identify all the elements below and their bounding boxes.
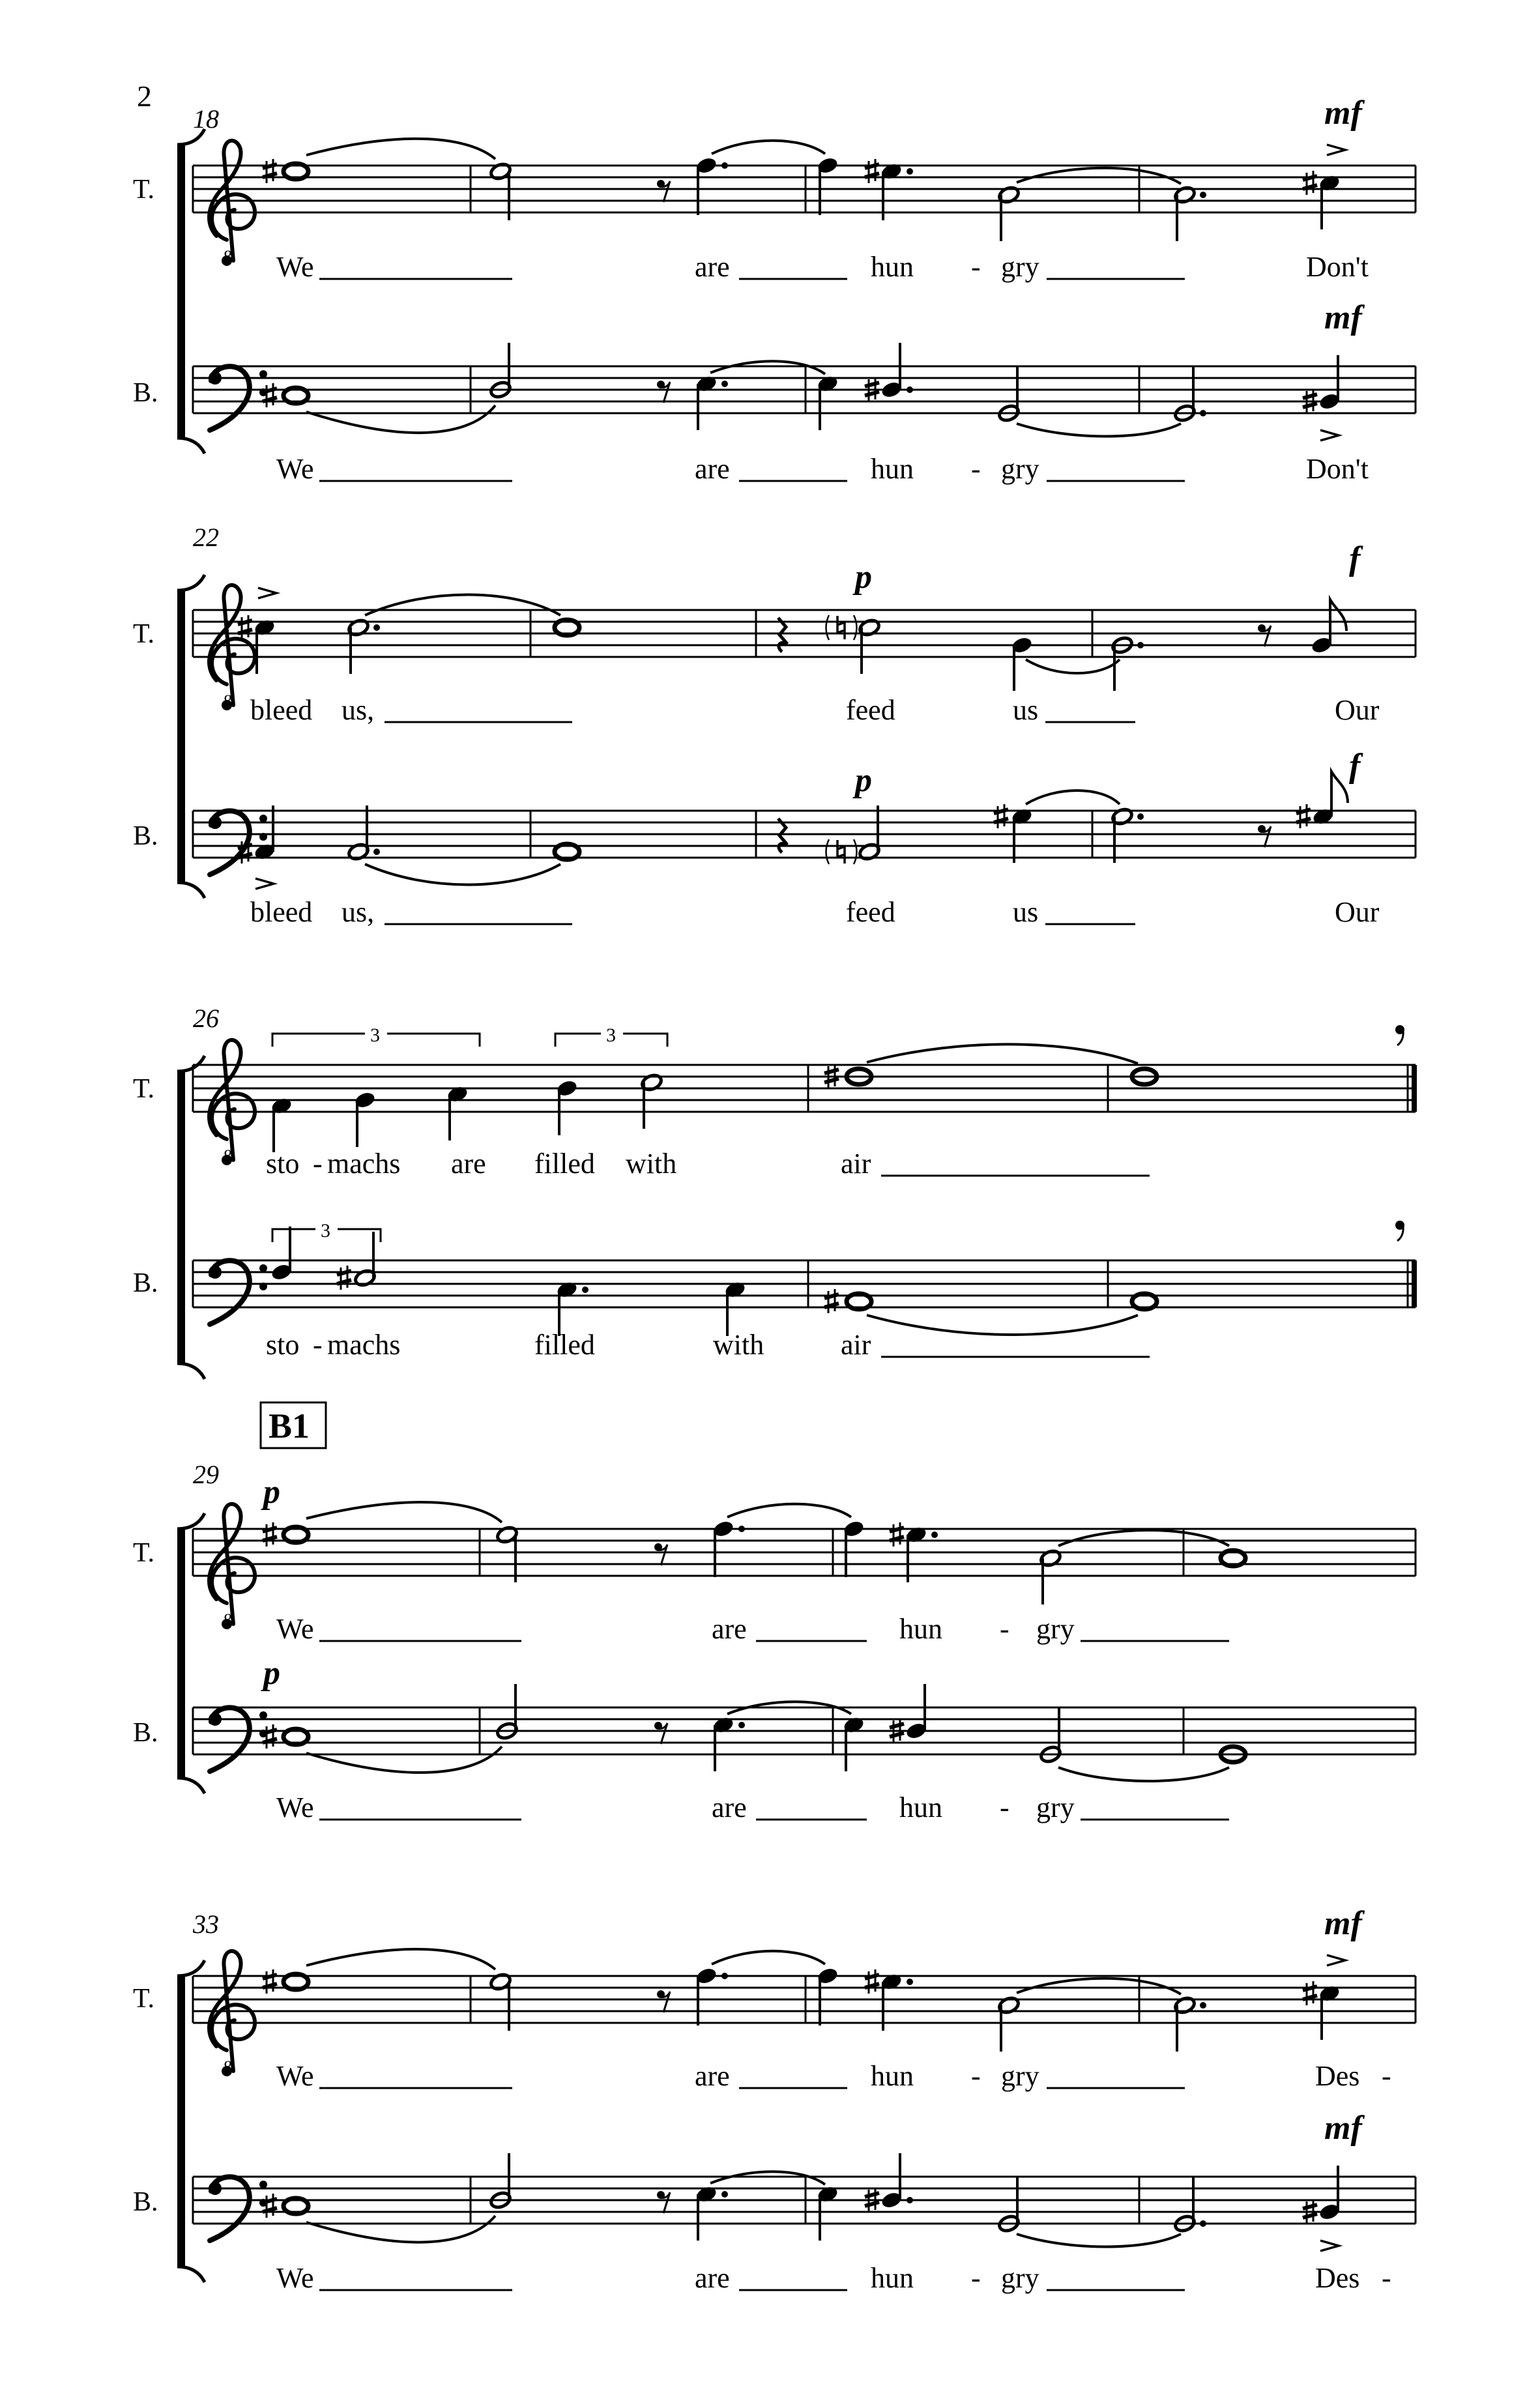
svg-text:-: - bbox=[313, 1148, 323, 1180]
system-5 bbox=[133, 1905, 1416, 2294]
svg-text:air: air bbox=[841, 1148, 871, 1180]
svg-text:with: with bbox=[713, 1329, 764, 1361]
svg-text:gry: gry bbox=[1036, 1613, 1075, 1645]
tenor-staff bbox=[193, 166, 1416, 212]
svg-text:We: We bbox=[276, 453, 314, 485]
svg-text:We: We bbox=[276, 1792, 314, 1823]
bass-lyrics bbox=[250, 896, 1380, 928]
sharp-icon bbox=[263, 159, 277, 183]
tenor-lyrics bbox=[276, 1613, 1229, 1645]
tenor-lyrics bbox=[266, 1148, 1150, 1180]
svg-text:are: are bbox=[695, 453, 730, 485]
accent-mark bbox=[258, 588, 276, 598]
svg-text:Des: Des bbox=[1315, 2262, 1360, 2294]
svg-text:are: are bbox=[712, 1613, 747, 1645]
svg-text:sto: sto bbox=[266, 1148, 300, 1180]
svg-text:Don't: Don't bbox=[1306, 251, 1369, 283]
svg-text:We: We bbox=[276, 1613, 314, 1645]
svg-text:-: - bbox=[971, 251, 981, 283]
tenor-staff bbox=[193, 1065, 1416, 1112]
part-name-bass: B. bbox=[133, 1268, 158, 1298]
part-name-tenor: T. bbox=[133, 175, 155, 205]
svg-text:-: - bbox=[1382, 2060, 1391, 2092]
tenor-lyrics bbox=[276, 251, 1369, 283]
dynamic-marking: f bbox=[1349, 748, 1361, 785]
dynamic-marking: mf bbox=[1324, 94, 1362, 132]
bass-staff bbox=[193, 1260, 1416, 1307]
dynamic-marking: mf bbox=[1324, 2110, 1362, 2147]
svg-text:Des: Des bbox=[1315, 2060, 1360, 2092]
svg-text:gry: gry bbox=[1001, 251, 1039, 283]
part-name-tenor: T. bbox=[133, 1074, 155, 1104]
svg-text:hun: hun bbox=[899, 1613, 942, 1645]
svg-text:are: are bbox=[695, 2060, 730, 2092]
svg-text:us: us bbox=[1013, 896, 1039, 928]
svg-text:gry: gry bbox=[1001, 2262, 1039, 2294]
svg-text:machs: machs bbox=[327, 1148, 401, 1180]
measure-number: 18 bbox=[193, 104, 219, 134]
quarter-rest bbox=[778, 618, 787, 652]
svg-text:bleed: bleed bbox=[250, 896, 313, 928]
svg-text:feed: feed bbox=[846, 896, 895, 928]
svg-text:-: - bbox=[971, 2060, 981, 2092]
measure-number: 26 bbox=[193, 1004, 219, 1033]
svg-text:are: are bbox=[712, 1792, 747, 1823]
tuplet-number: 3 bbox=[321, 1220, 330, 1241]
bass-lyrics bbox=[276, 453, 1369, 485]
tenor-lyrics bbox=[250, 694, 1380, 726]
accent-mark bbox=[1320, 430, 1339, 441]
svg-text:We: We bbox=[276, 251, 314, 283]
page-number: 2 bbox=[137, 80, 152, 113]
svg-text:us,: us, bbox=[341, 694, 375, 726]
dynamic-marking: f bbox=[1349, 540, 1361, 577]
part-name-tenor: T. bbox=[133, 1538, 155, 1568]
svg-text:We: We bbox=[276, 2060, 314, 2092]
tenor-lyrics bbox=[276, 2060, 1391, 2092]
svg-text:8: 8 bbox=[223, 1610, 231, 1629]
part-name-tenor: T. bbox=[133, 1984, 155, 2014]
svg-text:-: - bbox=[971, 2262, 981, 2294]
svg-text:-: - bbox=[1000, 1613, 1010, 1645]
system-4 bbox=[133, 1402, 1416, 1823]
eighth-rest bbox=[657, 381, 670, 403]
part-name-bass: B. bbox=[133, 821, 158, 851]
svg-text:sto: sto bbox=[266, 1329, 300, 1361]
tenor-staff bbox=[193, 1976, 1416, 2023]
bass-clef bbox=[209, 366, 267, 430]
svg-text:Our: Our bbox=[1335, 694, 1380, 726]
bass-staff bbox=[193, 2177, 1416, 2224]
svg-text:8: 8 bbox=[223, 2057, 231, 2076]
svg-text:Our: Our bbox=[1335, 896, 1380, 928]
tenor-staff bbox=[193, 610, 1416, 657]
system-1 bbox=[133, 94, 1416, 485]
svg-text:us,: us, bbox=[341, 896, 375, 928]
svg-text:with: with bbox=[626, 1148, 677, 1180]
dynamic-marking: mf bbox=[1324, 1905, 1362, 1942]
svg-text:-: - bbox=[971, 453, 981, 485]
svg-text:hun: hun bbox=[871, 2060, 914, 2092]
svg-text:are: are bbox=[451, 1148, 486, 1180]
rehearsal-mark: B1 bbox=[269, 1406, 310, 1445]
system-2 bbox=[133, 523, 1416, 928]
breath-mark bbox=[1395, 1025, 1404, 1045]
svg-text:-: - bbox=[1000, 1792, 1010, 1823]
bass-lyrics bbox=[276, 2262, 1391, 2294]
part-name-bass: B. bbox=[133, 2187, 158, 2217]
measure-number: 22 bbox=[193, 523, 219, 552]
svg-text:are: are bbox=[695, 251, 730, 283]
measure-number: 29 bbox=[193, 1460, 219, 1489]
svg-text:gry: gry bbox=[1036, 1792, 1075, 1823]
sharp-icon bbox=[865, 159, 879, 183]
part-name-bass: B. bbox=[133, 1718, 158, 1748]
dynamic-marking: p bbox=[263, 1473, 280, 1511]
tuplet-number: 3 bbox=[606, 1024, 616, 1046]
svg-text:are: are bbox=[695, 2262, 730, 2294]
svg-text:gry: gry bbox=[1001, 2060, 1039, 2092]
svg-text:feed: feed bbox=[846, 694, 895, 726]
natural-icon bbox=[837, 616, 845, 639]
svg-text:hun: hun bbox=[871, 2262, 914, 2294]
dynamic-marking: p bbox=[855, 559, 872, 596]
svg-text:filled: filled bbox=[534, 1148, 595, 1180]
svg-text:-: - bbox=[313, 1329, 323, 1361]
svg-text:hun: hun bbox=[871, 251, 914, 283]
svg-text:bleed: bleed bbox=[250, 694, 313, 726]
dynamic-marking: mf bbox=[1324, 299, 1362, 336]
svg-text:8: 8 bbox=[223, 691, 231, 710]
bass-lyrics bbox=[276, 1792, 1229, 1823]
svg-text:-: - bbox=[1382, 2262, 1391, 2294]
bass-staff bbox=[193, 366, 1416, 413]
system-3 bbox=[133, 1004, 1416, 1379]
svg-text:hun: hun bbox=[871, 453, 914, 485]
svg-text:gry: gry bbox=[1001, 453, 1039, 485]
eighth-rest bbox=[657, 180, 670, 202]
svg-text:We: We bbox=[276, 2262, 314, 2294]
svg-text:air: air bbox=[841, 1329, 871, 1361]
part-name-bass: B. bbox=[133, 378, 158, 408]
treble-clef-8vb bbox=[209, 141, 255, 266]
dynamic-marking: p bbox=[855, 762, 872, 799]
accent-mark bbox=[1327, 145, 1345, 155]
svg-text:us: us bbox=[1013, 694, 1039, 726]
svg-text:8: 8 bbox=[223, 247, 231, 266]
sharp-icon bbox=[1303, 171, 1317, 195]
breath-mark bbox=[1395, 1221, 1404, 1241]
svg-text:Don't: Don't bbox=[1306, 453, 1369, 485]
svg-text:machs: machs bbox=[327, 1329, 401, 1361]
tuplet-number: 3 bbox=[370, 1024, 380, 1046]
svg-text:hun: hun bbox=[899, 1792, 942, 1823]
svg-text:filled: filled bbox=[534, 1329, 595, 1361]
dynamic-marking: p bbox=[263, 1655, 280, 1692]
part-name-tenor: T. bbox=[133, 619, 155, 649]
measure-number: 33 bbox=[193, 1909, 219, 1939]
svg-text:8: 8 bbox=[223, 1146, 231, 1165]
